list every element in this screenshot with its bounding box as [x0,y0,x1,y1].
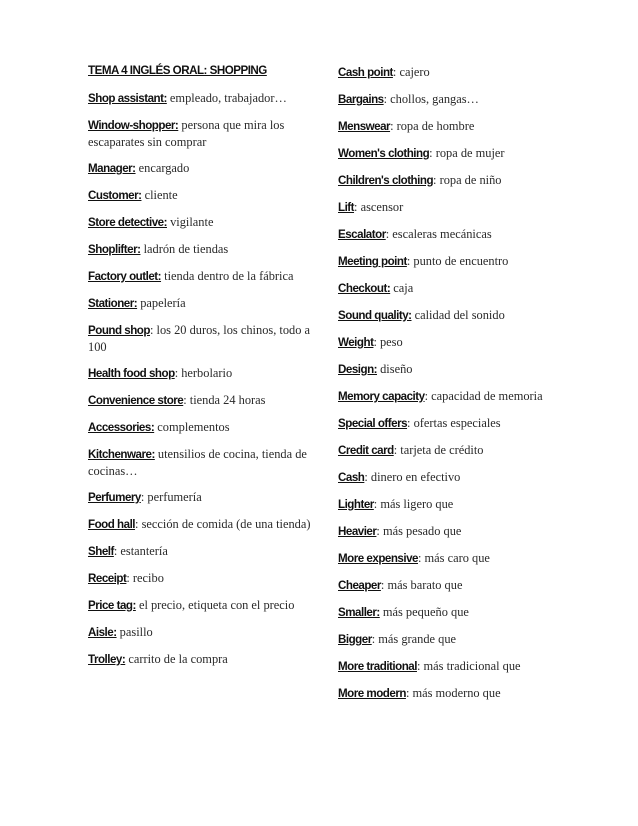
vocabulary-entry [338,64,554,81]
page-title: TEMA 4 INGLÉS ORAL: SHOPPING [88,64,267,77]
vocabulary-entry [338,469,554,486]
right-column [338,64,554,712]
vocabulary-entry [88,516,316,533]
vocabulary-definition: el precio, etiqueta con el precio [135,598,295,612]
vocabulary-term: Cheaper [338,579,381,592]
vocabulary-entry [338,118,554,135]
vocabulary-definition: empleado, trabajador… [166,91,287,105]
vocabulary-entry [338,280,554,297]
vocabulary-definition: pasillo [116,625,153,639]
vocabulary-definition: encargado [135,161,190,175]
vocabulary-entry [338,604,554,621]
vocabulary-definition: : los 20 duros, los chinos, todo a 100 [88,323,311,354]
vocabulary-term: Heavier [338,525,377,538]
vocabulary-definition: : ropa de mujer [429,146,505,160]
vocabulary-entry [338,577,554,594]
left-vocabulary-list [88,90,316,668]
vocabulary-definition: caja [390,281,414,295]
vocabulary-term: Meeting point [338,255,407,268]
vocabulary-definition: : más barato que [380,578,463,592]
vocabulary-definition: : ropa de hombre [390,119,475,133]
vocabulary-term: Shop assistant: [88,92,167,105]
vocabulary-entry [338,388,554,405]
vocabulary-entry [338,253,554,270]
vocabulary-definition: : herbolario [174,366,233,380]
vocabulary-definition: : ofertas especiales [407,416,501,430]
vocabulary-definition: calidad del sonido [411,308,505,322]
vocabulary-definition: papelería [137,296,186,310]
vocabulary-definition: utensilios de cocina, tienda de cocinas… [88,447,307,478]
vocabulary-entry [338,631,554,648]
vocabulary-definition: : estantería [113,544,168,558]
vocabulary-definition: tienda dentro de la fábrica [161,269,294,283]
vocabulary-entry [338,496,554,513]
vocabulary-entry [88,268,316,285]
vocabulary-term: More modern [338,687,406,700]
vocabulary-term: Store detective: [88,216,167,229]
vocabulary-definition: : más ligero que [373,497,454,511]
vocabulary-definition: cliente [141,188,178,202]
vocabulary-term: Lighter [338,498,374,511]
vocabulary-definition: : más tradicional que [416,659,521,673]
vocabulary-term: Factory outlet: [88,270,162,283]
vocabulary-term: Health food shop [88,367,175,380]
vocabulary-term: Memory capacity [338,390,425,403]
vocabulary-entry [88,90,316,107]
vocabulary-term: Cash point [338,66,393,79]
vocabulary-definition: ladrón de tiendas [140,242,229,256]
vocabulary-definition: : tarjeta de crédito [393,443,484,457]
vocabulary-definition: : tienda 24 horas [183,393,266,407]
vocabulary-entry [88,392,316,409]
vocabulary-term: Cash [338,471,365,484]
vocabulary-entry [338,334,554,351]
vocabulary-definition: : punto de encuentro [406,254,509,268]
vocabulary-entry [338,523,554,540]
vocabulary-entry [88,570,316,587]
vocabulary-entry [88,543,316,560]
vocabulary-term: More expensive [338,552,418,565]
vocabulary-term: Aisle: [88,626,117,639]
vocabulary-entry [88,489,316,506]
right-vocabulary-list [338,64,554,702]
vocabulary-entry [338,172,554,189]
vocabulary-term: Accessories: [88,421,155,434]
vocabulary-entry [88,651,316,668]
vocabulary-term: Lift [338,201,355,214]
vocabulary-definition: : chollos, gangas… [383,92,479,106]
vocabulary-definition: vigilante [166,215,214,229]
vocabulary-entry [338,145,554,162]
vocabulary-term: Special offers [338,417,408,430]
vocabulary-term: Receipt [88,572,127,585]
vocabulary-term: Smaller: [338,606,380,619]
vocabulary-entry [88,446,316,479]
vocabulary-entry [338,658,554,675]
vocabulary-term: Shoplifter: [88,243,141,256]
vocabulary-entry [338,415,554,432]
vocabulary-term: Manager: [88,162,136,175]
vocabulary-entry [88,241,316,258]
vocabulary-entry [88,295,316,312]
vocabulary-entry [338,442,554,459]
vocabulary-entry [88,160,316,177]
vocabulary-entry [88,597,316,614]
vocabulary-entry [338,685,554,702]
vocabulary-definition: más pequeño que [379,605,469,619]
vocabulary-definition: : ascensor [354,200,404,214]
vocabulary-term: Design: [338,363,378,376]
vocabulary-term: Bargains [338,93,384,106]
vocabulary-entry [88,187,316,204]
vocabulary-definition: diseño [377,362,413,376]
vocabulary-term: Escalator [338,228,386,241]
vocabulary-definition: : ropa de niño [433,173,502,187]
left-column [88,64,316,678]
vocabulary-definition: complementos [154,420,230,434]
vocabulary-term: Trolley: [88,653,126,666]
vocabulary-term: Checkout: [338,282,391,295]
vocabulary-term: Customer: [88,189,142,202]
vocabulary-definition: : dinero en efectivo [364,470,461,484]
vocabulary-term: Weight [338,336,374,349]
vocabulary-definition: : escaleras mecánicas [385,227,492,241]
vocabulary-entry [88,214,316,231]
vocabulary-definition: : cajero [392,65,430,79]
vocabulary-entry [88,322,316,355]
vocabulary-term: Convenience store [88,394,184,407]
vocabulary-term: Perfumery [88,491,141,504]
vocabulary-entry [338,550,554,567]
vocabulary-term: Kitchenware: [88,448,155,461]
vocabulary-entry [338,199,554,216]
vocabulary-term: Food hall [88,518,136,531]
vocabulary-definition: : más caro que [418,551,490,565]
vocabulary-definition: : más pesado que [376,524,462,538]
vocabulary-term: Menswear [338,120,391,133]
vocabulary-term: Shelf [88,545,114,558]
vocabulary-definition: : más moderno que [405,686,501,700]
vocabulary-term: Price tag: [88,599,136,612]
vocabulary-entry [88,419,316,436]
vocabulary-definition: : capacidad de memoria [424,389,543,403]
vocabulary-term: Credit card [338,444,394,457]
vocabulary-term: Pound shop [88,324,150,337]
vocabulary-entry [338,307,554,324]
vocabulary-term: Bigger [338,633,372,646]
vocabulary-entry [88,365,316,382]
vocabulary-entry [88,117,316,150]
vocabulary-term: Children's clothing [338,174,434,187]
vocabulary-term: Window-shopper: [88,119,179,132]
vocabulary-entry [338,361,554,378]
vocabulary-entry [338,226,554,243]
vocabulary-definition: carrito de la compra [125,652,228,666]
vocabulary-definition: : más grande que [371,632,457,646]
vocabulary-entry [338,91,554,108]
vocabulary-definition: : perfumería [140,490,202,504]
vocabulary-definition: persona que mira los escaparates sin comprar [88,118,285,149]
vocabulary-definition: : sección de comida (de una tienda) [135,517,311,531]
vocabulary-definition: : recibo [126,571,164,585]
vocabulary-entry [88,624,316,641]
vocabulary-term: More traditional [338,660,417,673]
vocabulary-definition: : peso [373,335,403,349]
vocabulary-term: Sound quality: [338,309,412,322]
vocabulary-term: Stationer: [88,297,138,310]
vocabulary-term: Women's clothing [338,147,430,160]
